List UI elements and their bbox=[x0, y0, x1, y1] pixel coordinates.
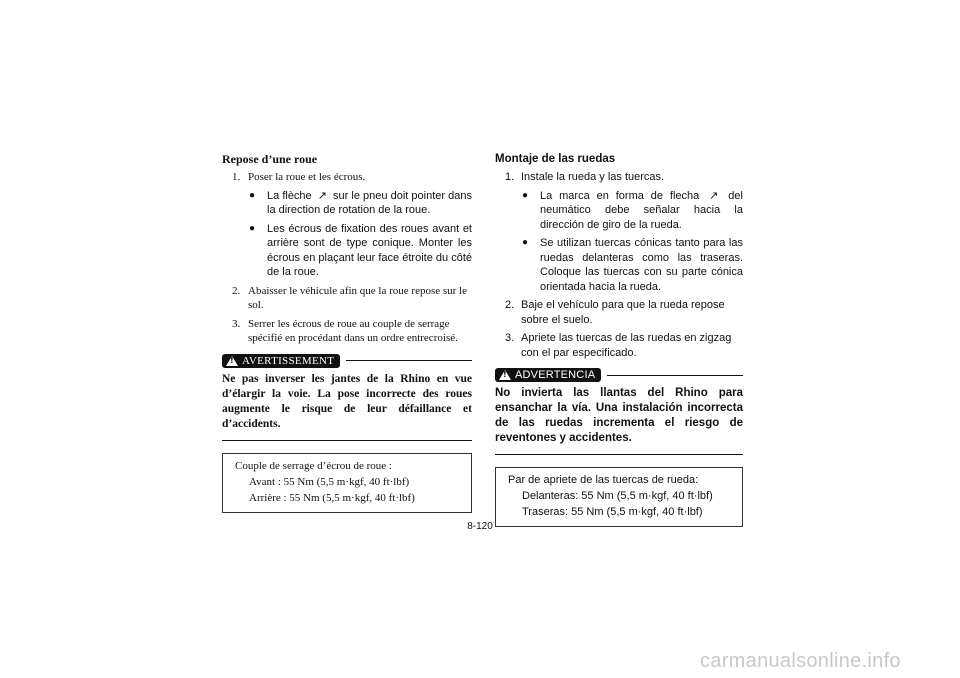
spanish-heading: Montaje de las ruedas bbox=[495, 153, 616, 165]
bullet-text-before: La marca en forma de flecha bbox=[540, 189, 700, 202]
step-text: Poser la roue et les écrous. bbox=[248, 171, 366, 183]
french-warning-text: Ne pas inverser les jantes de la Rhino en vue d’élargir la voie. La pose incorrecte des roues augmente le risque de leur défaillance et d’accidents. bbox=[222, 372, 472, 430]
french-step-1 bbox=[222, 170, 472, 185]
spec-title: Couple de serrage d’écrou de roue : bbox=[235, 459, 392, 472]
bullet-text-before: La flèche bbox=[267, 189, 312, 202]
french-warning-header bbox=[222, 354, 472, 368]
step-text: Baje el vehículo para que la rueda repose sobre el suelo. bbox=[521, 299, 725, 326]
french-heading: Repose d’une roue bbox=[222, 152, 318, 166]
spanish-bullet-2 bbox=[495, 236, 743, 294]
spec-line-rear: Arrière : 55 Nm (5,5 m·kgf, 40 ft·lbf) bbox=[249, 491, 415, 504]
bullet-text: Les écrous de fixation des roues avant et arrière sont de type conique. Monter les écrous en plaçant leur face étroite du côté de la roue. bbox=[267, 222, 472, 278]
bullet-dot-icon: ● bbox=[522, 237, 529, 248]
bullet-dot-icon: ● bbox=[249, 222, 256, 234]
step-number: 3. bbox=[232, 317, 241, 330]
spanish-step-1 bbox=[495, 170, 743, 185]
bullet-text: Se utilizan tuercas cónicas tanto para las ruedas delanteras como las traseras. Coloque las tuercas con su parte cónica orientada hacia la rueda. bbox=[540, 237, 743, 293]
divider bbox=[346, 360, 472, 361]
warning-label: AVERTISSEMENT bbox=[242, 354, 335, 367]
bullet-dot-icon: ● bbox=[522, 189, 529, 201]
arrow-mark-icon: ↗ bbox=[709, 189, 719, 202]
french-bullet-1 bbox=[222, 189, 472, 218]
step-number: 3. bbox=[505, 332, 515, 344]
spanish-column bbox=[495, 152, 743, 527]
bullet-text-after: del neumático debe señalar hacia la dirección de giro de la rueda. bbox=[540, 189, 743, 231]
spanish-spec-box bbox=[495, 467, 743, 527]
spec-line-front: Avant : 55 Nm (5,5 m·kgf, 40 ft·lbf) bbox=[249, 475, 410, 488]
spanish-warning-text: No invierta las llantas del Rhino para ensanchar la vía. Una instalación incorrecta de las ruedas incrementa el riesgo de reventones y accidentes. bbox=[495, 387, 743, 444]
step-text: Instale la rueda y las tuercas. bbox=[521, 171, 665, 183]
french-spec-box bbox=[222, 453, 472, 513]
french-step-3 bbox=[222, 317, 472, 346]
arrow-mark-icon: ↗ bbox=[317, 189, 327, 202]
spanish-bullet-1 bbox=[495, 189, 743, 233]
divider bbox=[495, 454, 743, 455]
step-text: Abaisser le véhicule afin que la roue repose sur le sol. bbox=[248, 284, 467, 311]
bullet-text-after: sur le pneu doit pointer dans la direction de rotation de la roue. bbox=[267, 189, 472, 216]
step-number: 1. bbox=[232, 171, 241, 183]
page-number: 8-120 bbox=[467, 521, 493, 532]
french-bullet-2 bbox=[222, 222, 472, 280]
step-text: Apriete las tuercas de las ruedas en zigzag con el par especificado. bbox=[521, 332, 732, 359]
bullet-dot-icon: ● bbox=[249, 189, 256, 201]
french-step-2 bbox=[222, 284, 472, 313]
spanish-warning-header bbox=[495, 368, 743, 382]
step-number: 1. bbox=[505, 171, 515, 183]
spec-line-front: Delanteras: 55 Nm (5,5 m·kgf, 40 ft·lbf) bbox=[522, 490, 713, 502]
warning-badge bbox=[495, 368, 601, 382]
spec-title: Par de apriete de las tuercas de rueda: bbox=[508, 474, 699, 486]
step-number: 2. bbox=[232, 284, 241, 297]
watermark: carmanualsonline.info bbox=[700, 650, 901, 672]
french-column bbox=[222, 152, 472, 513]
warning-triangle-icon bbox=[226, 356, 238, 366]
warning-triangle-icon bbox=[499, 370, 511, 380]
step-text: Serrer les écrous de roue au couple de serrage spécifié en procédant dans un ordre entrecroisé. bbox=[248, 317, 458, 344]
divider bbox=[222, 440, 472, 441]
divider bbox=[607, 375, 743, 376]
warning-badge bbox=[222, 354, 340, 368]
warning-label: ADVERTENCIA bbox=[515, 369, 596, 381]
step-number: 2. bbox=[505, 299, 515, 311]
spanish-step-2 bbox=[495, 298, 743, 327]
spec-line-rear: Traseras: 55 Nm (5,5 m·kgf, 40 ft·lbf) bbox=[522, 506, 703, 518]
spanish-step-3 bbox=[495, 331, 743, 360]
